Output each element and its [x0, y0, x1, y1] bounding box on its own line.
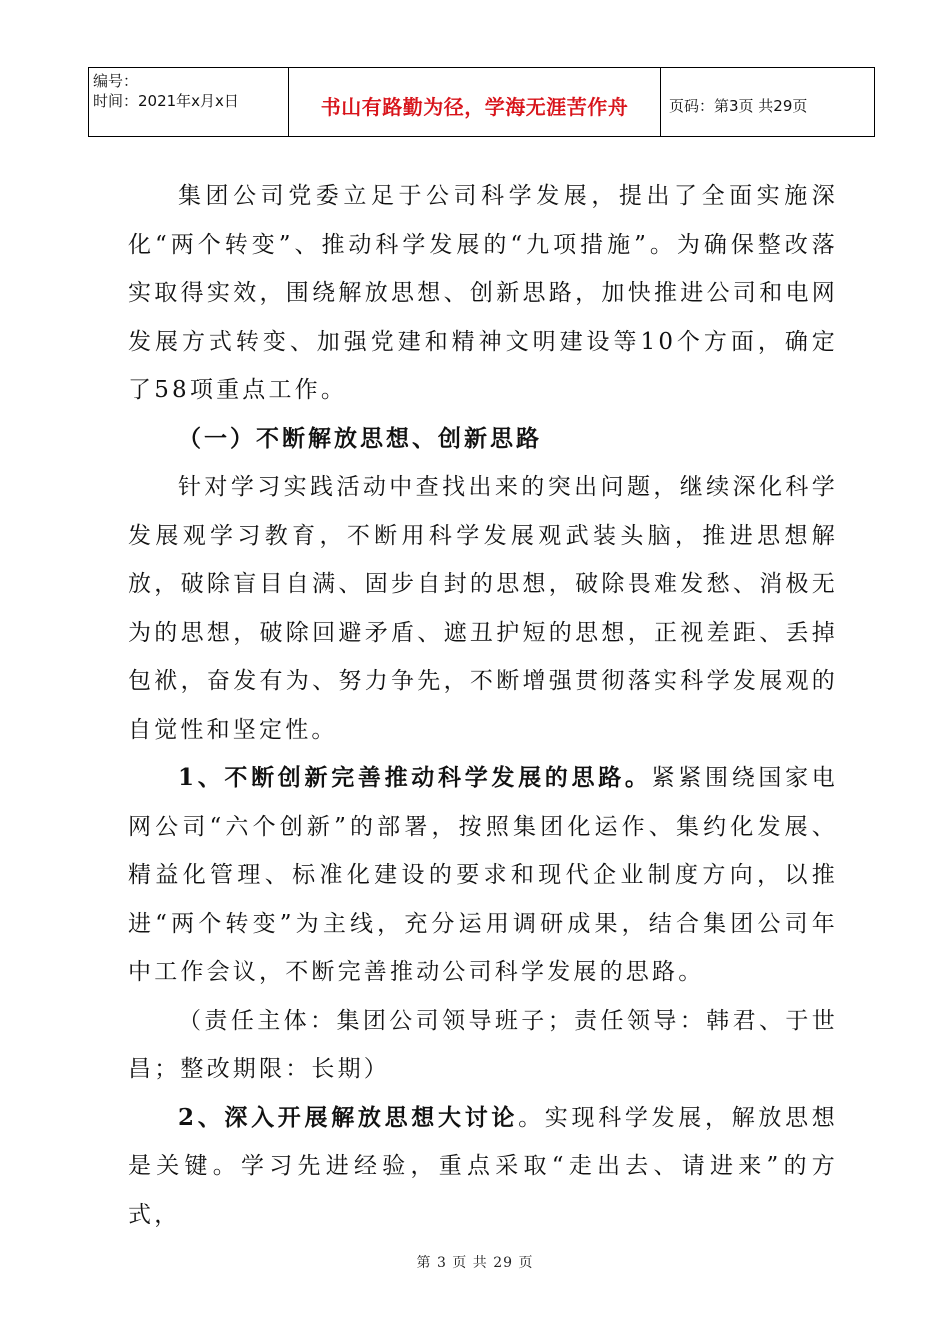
- document-body: [128, 172, 838, 1239]
- section-heading-1: （一）不断解放思想、创新思路: [178, 424, 542, 452]
- section1-paragraph: 针对学习实践活动中查找出来的突出问题，继续深化科学发展观学习教育，不断用科学发展观武装头脑，推进思想解放，破除盲目自满、固步自封的思想，破除畏难发愁、消极无为的思想，破除回避矛盾、遮丑护短的思想，正视差距、丢掉包袱，奋发有为、努力争先，不断增强贯彻落实科学发展观的自觉性和坚定性。: [128, 474, 838, 743]
- item2-text: 。实现科学发展，解放思想是关键。学习先进经验，重点采取“走出去、请进来”的方式，: [128, 1104, 839, 1228]
- item1-paragraph: [128, 754, 838, 997]
- item1-title: 1、不断创新完善推动科学发展的思路。: [178, 764, 652, 791]
- number-label: 编号：: [93, 72, 139, 90]
- header-page-info: 页码：第3页 共29页: [669, 96, 808, 115]
- item1-text: 紧紧围绕国家电网公司“六个创新”的部署，按照集团化运作、集约化发展、精益化管理、标准化建设的要求和现代企业制度方向，以推进“两个转变”为主线，充分运用调研成果，结合集团公司年中工作会议，不断完善推动公司科学发展的思路。: [128, 765, 838, 985]
- page-footer: 第 3 页 共 29 页: [416, 1255, 534, 1271]
- header-motto: 书山有路勤为径，学海无涯苦作舟: [289, 68, 661, 136]
- item2-paragraph: [128, 1094, 838, 1240]
- item2-title: 2、深入开展解放思想大讨论: [178, 1103, 519, 1131]
- time-label: 时间：2021年x月x日: [93, 92, 239, 110]
- document-header: [88, 67, 875, 137]
- intro-paragraph: 集团公司党委立足于公司科学发展，提出了全面实施深化“两个转变”、推动科学发展的“九项措施”。为确保整改落实取得实效，围绕解放思想、创新思路，加快推进公司和电网发展方式转变、加强党建和精神文明建设等10个方面，确定了58项重点工作。: [128, 183, 838, 403]
- item1-responsibility: （责任主体：集团公司领导班子；责任领导：韩君、于世昌；整改期限：长期）: [128, 1007, 838, 1082]
- header-meta: [89, 68, 289, 136]
